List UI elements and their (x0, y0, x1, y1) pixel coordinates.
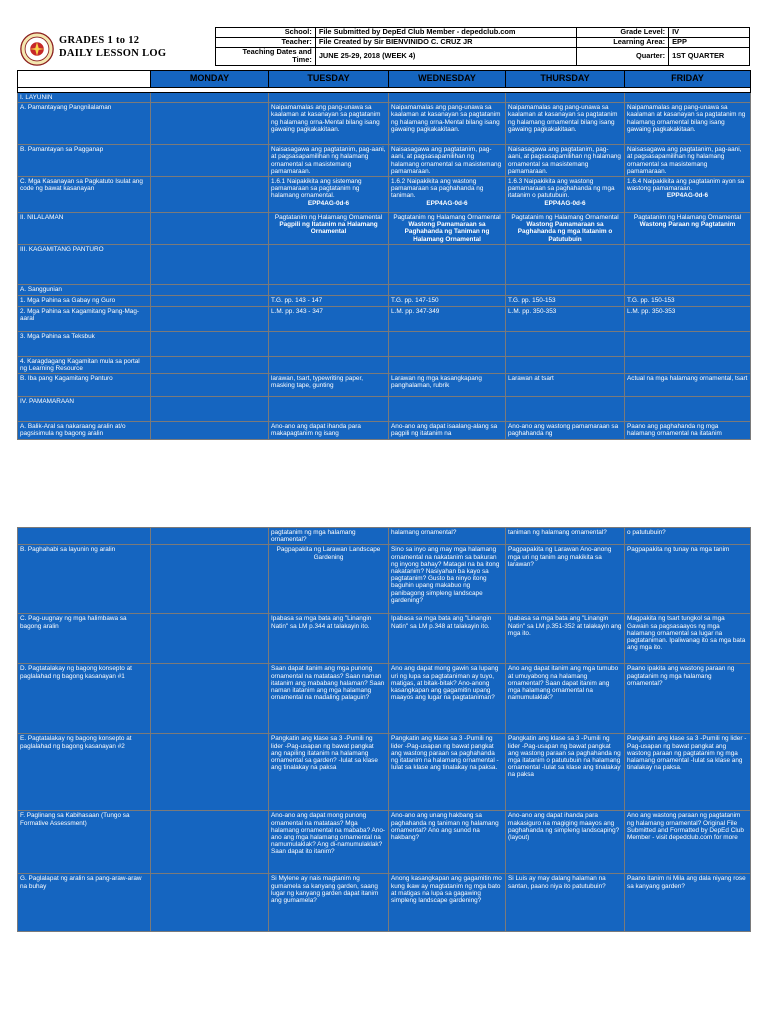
row-label: I. LAYUNIN (18, 93, 151, 103)
content-subtitle: Wastong Paraan ng Pagtatanim (639, 221, 736, 229)
lesson-cell: Pagpapakita ng Larawan Ano-anong mga uri ng tanim ang makikita sa larawan? (506, 545, 625, 614)
lesson-cell (389, 93, 506, 103)
table-row (18, 356, 751, 373)
lesson-cell (151, 145, 269, 177)
lesson-cell (625, 331, 751, 356)
lesson-cell: Ano-ano ang dapat isaalang-alang sa pagpili ng itatanim na (389, 422, 506, 439)
lesson-cell (151, 244, 269, 284)
lesson-cell (151, 874, 269, 932)
lesson-cell: Paano ang paghahanda ng mga halamang ornamental na itatanim (625, 422, 751, 439)
row-label: D. Pagtatalakay ng bagong konsepto at paglalahad ng bagong kasanayan #1 (18, 664, 151, 734)
competency-code: EPP4AG-0d-6 (666, 192, 709, 200)
lesson-cell (506, 356, 625, 373)
day-header-thursday: THURSDAY (506, 71, 625, 88)
lesson-cell (389, 331, 506, 356)
lesson-cell (506, 397, 625, 422)
lesson-cell: Ipabasa sa mga bata ang "Linangin Natin" sa LM p.351-352 at talakayin ang mga ito. (506, 614, 625, 664)
deped-seal-icon (20, 32, 54, 66)
lesson-cell: Pagpapakita ng Larawan Landscape Gardening (269, 545, 389, 614)
lesson-cell: Ano ang wastong paraan ng pagtatanim ng halamang ornamental? Original File Submitted and Formatted by DepEd Club Member - visit depedclub.com for more (625, 811, 751, 874)
lesson-cell (151, 422, 269, 439)
lesson-cell: Pangkatin ang klase sa 3 -Pumili ng lider -Pag-usapan ng bawat pangkat ang wastong paraan sa paghahanda ng mga itatanim o patutubuin na halamang ornamental -Iulat sa klase ang tinalakay na paksa (506, 734, 625, 811)
lesson-cell (506, 93, 625, 103)
content-title: Pagtatanim ng Halamang Ornamental (274, 214, 383, 222)
table-row (18, 374, 751, 397)
lesson-cell (151, 664, 269, 734)
lesson-cell: Larawan at tsart (506, 374, 625, 397)
lesson-rows-page-1 (18, 93, 751, 440)
content-subtitle: Pagpili ng Itatanim na Halamang Ornamental (279, 221, 378, 236)
row-label: II. NILALAMAN (18, 213, 151, 245)
row-label: B. Iba pang Kagamitang Panturo (18, 374, 151, 397)
lesson-cell (389, 244, 506, 284)
content-subtitle: Wastong Pamamaraan sa Paghahanda ng mga Itatanim o Patutubuin (517, 221, 613, 243)
lesson-cell: Sino sa inyo ang may mga halamang ornamental na nakatanim sa bakuran ng inyong bahay? Matagal na ba itong nakatanim? Nasiyahan ba kayo sa pagtatanim? Gusto ba ninyo itong baguhin upang makabuo ng panibagong simpleng landscape gardening? (389, 545, 506, 614)
lesson-cell (506, 244, 625, 284)
lesson-cell (151, 284, 269, 295)
lesson-cell: Pagpapakita ng tunay na mga tanim (625, 545, 751, 614)
lesson-cell: Ano ang dapat itanim ang mga tumubo at umuyabong na halamang ornamental? Saan dapat itanim ang mga halamang ornamental na namumulaklak? (506, 664, 625, 734)
lesson-table-page-2 (17, 527, 751, 932)
lesson-cell (151, 734, 269, 811)
lesson-cell: Paano ipakita ang wastong paraan ng pagtatanim ng mga halamang ornamental? (625, 664, 751, 734)
lesson-cell: Magpakita ng tsart tungkol sa mga Gawain sa pagsasaayos ng mga halamang ornamental sa lugar na pagtataniman. Ipaliwanag ito sa mga bata ang mga ito. (625, 614, 751, 664)
table-row (18, 284, 751, 295)
grade-level-label: Grade Level: (577, 28, 669, 38)
competency-text: 1.6.2 Naipakikita ang wastong pamamaraan sa paghahanda ng taniman. (391, 178, 484, 200)
table-row (18, 244, 751, 284)
content-title: Pagtatanim ng Halamang Ornamental (511, 214, 619, 222)
competency-code: EPP4AG-0d-6 (426, 199, 468, 207)
title-line-1: GRADES 1 to 12 (59, 35, 140, 46)
lesson-cell: L.M. pp. 350-353 (506, 306, 625, 331)
lesson-cell: o patutubuin? (625, 528, 751, 545)
lesson-cell: Ipabasa sa mga bata ang "Linangin Natin" sa LM p.348 at talakayin ito. (389, 614, 506, 664)
lesson-cell: halamang ornamental? (389, 528, 506, 545)
lesson-cell (625, 356, 751, 373)
lesson-cell: Actual na mga halamang ornamental, tsart (625, 374, 751, 397)
lesson-cell (269, 93, 389, 103)
table-row (18, 295, 751, 306)
lesson-cell (151, 93, 269, 103)
lesson-cell: Naisasagawa ang pagtatanim, pag-aani, at pagsasapamilihan ng halamang ornamental sa masistemang pamamaraan. (506, 145, 625, 177)
lesson-cell (625, 284, 751, 295)
header-info-table (215, 27, 750, 66)
table-row (18, 177, 751, 213)
teaching-dates-label-line-2: Time: (292, 55, 312, 65)
lesson-cell (151, 397, 269, 422)
row-label: B. Pamantayan sa Pagganap (18, 145, 151, 177)
lesson-cell (506, 331, 625, 356)
lesson-cell: T.G. pp. 143 - 147 (269, 295, 389, 306)
row-label: B. Paghahabi sa layunin ng aralin (18, 545, 151, 614)
lesson-cell (625, 213, 751, 245)
lesson-cell: Naipamamalas ang pang-unawa sa kaalaman at kasanayan sa pagtatanim ng halamang orna-Mental bilang isang gawaing pagkakakitaan. (389, 103, 506, 145)
table-row (18, 103, 751, 145)
row-label: 3. Mga Pahina sa Teksbuk (18, 331, 151, 356)
teaching-dates-label-line-1: Teaching Dates and (242, 46, 312, 56)
lesson-cell: T.G. pp. 150-153 (625, 295, 751, 306)
day-header-row (18, 71, 751, 88)
row-label: C. Pag-uugnay ng mga halimbawa sa bagong aralin (18, 614, 151, 664)
lesson-cell (506, 284, 625, 295)
row-label: III. KAGAMITANG PANTURO (18, 244, 151, 284)
lesson-cell (151, 177, 269, 213)
lesson-cell (269, 356, 389, 373)
day-header-monday: MONDAY (151, 71, 269, 88)
quarter-value: 1ST QUARTER (669, 47, 750, 65)
lesson-cell: L.M. pp. 347-349 (389, 306, 506, 331)
lesson-cell: Paano itanim ni Mila ang dala niyang rose sa kanyang garden? (625, 874, 751, 932)
school-label: School: (216, 28, 316, 38)
table-row (18, 213, 751, 245)
lesson-cell (389, 284, 506, 295)
lesson-log-page-2 (17, 527, 750, 932)
lesson-cell (151, 331, 269, 356)
table-row (18, 664, 751, 734)
lesson-cell (506, 213, 625, 245)
lesson-cell (389, 356, 506, 373)
lesson-cell (269, 284, 389, 295)
row-label: IV. PAMAMARAAN (18, 397, 151, 422)
lesson-cell (151, 528, 269, 545)
content-title: Pagtatanim ng Halamang Ornamental (393, 214, 501, 222)
day-header-wednesday: WEDNESDAY (389, 71, 506, 88)
content-subtitle: Wastong Pamamaraan sa Paghahanda ng Taniman ng Halamang Ornamental (404, 221, 490, 243)
lesson-cell: Ano-ano ang wastong pamamaraan sa paghahanda ng (506, 422, 625, 439)
lesson-cell (151, 811, 269, 874)
lesson-rows-page-2 (18, 528, 751, 932)
day-header-friday: FRIDAY (625, 71, 751, 88)
row-label: A. Pamantayang Pangnilalaman (18, 103, 151, 145)
lesson-cell: larawan, tsart, typewriting paper, masking tape, gunting (269, 374, 389, 397)
lesson-cell: T.G. pp. 150-153 (506, 295, 625, 306)
row-label: 4. Karagdagang Kagamitan mula sa portal ng Learning Resource (18, 356, 151, 373)
competency-text: 1.6.1 Naipakikita ang sistemang pamamaraan sa pagtatanim ng halamang ornamental. (271, 178, 362, 200)
lesson-cell: Ano-ano ang unang hakbang sa paghahanda ng taniman ng halamang ornamental? Ano ang sunod na hakbang? (389, 811, 506, 874)
lesson-cell: Pangkatin ang klase sa 3 -Pumili ng lider -Pag-usapan ng bawat pangkat ang wastong paraan ng pagtatanim ng mga halamang ornamental -Iulat sa klase ang tinalakay na paksa. (625, 734, 751, 811)
content-title: Pagtatanim ng Halamang Ornamental (633, 214, 742, 222)
lesson-cell: Larawan ng mga kasangkapang panghalaman, rubrik (389, 374, 506, 397)
row-label: F. Paglinang sa Kabihasaan (Tungo sa Formative Assessment) (18, 811, 151, 874)
lesson-cell: T.G. pp. 147-150 (389, 295, 506, 306)
title-line-2: DAILY LESSON LOG (59, 48, 167, 59)
document-header (17, 27, 750, 70)
lesson-cell (151, 614, 269, 664)
day-header-blank (18, 71, 151, 88)
table-row (18, 734, 751, 811)
lesson-cell: Saan dapat itanim ang mga punong ornamental na matataas? Saan naman itatanim ang mababang halaman? Saan naman itatanim ang mga halamang ornamental na madaling palaguin? (269, 664, 389, 734)
lesson-cell: Pangkatin ang klase sa 3 -Pumili ng lider -Pag-usapan ng bawat pangkat ang wastong paraan sa paghahanda ng itatanim na halamang ornamental -Iulat sa klase ang tinalakay na paksa. (389, 734, 506, 811)
teacher-label: Teacher: (216, 37, 316, 47)
lesson-cell: L.M. pp. 343 - 347 (269, 306, 389, 331)
table-row (18, 306, 751, 331)
lesson-table-page-1 (17, 70, 751, 440)
lesson-cell: Pangkatin ang klase sa 3 -Pumili ng lider -Pag-usapan ng bawat pangkat ang napiling itatanim na halamang ornamental sa garden? -Iulat sa klase ang tinalakay na paksa (269, 734, 389, 811)
table-row (18, 93, 751, 103)
lesson-cell: Naipamamalas ang pang-unawa sa kaalaman at kasanayan sa pagtatanim ng halamang ornamental bilang isang gawaing pagkakakitaan. (625, 103, 751, 145)
row-label: A. Balik-Aral sa nakaraang aralin at/o pagsisimula ng bagong aralin (18, 422, 151, 439)
row-label: C. Mga Kasanayan sa Pagkatuto Isulat ang code ng bawat kasanayan (18, 177, 151, 213)
lesson-cell (625, 244, 751, 284)
row-label (18, 528, 151, 545)
competency-text: 1.6.3 Naipakikita ang wastong pamamaraan sa paghahanda ng mga itatanim o patutubuin. (508, 178, 615, 200)
teaching-dates-value: JUNE 25-29, 2018 (WEEK 4) (315, 47, 577, 65)
lesson-cell: Ano-ano ang dapat ihanda para makasiguro na magiging maayos ang paghahanda ng simpleng landscaping? (layout) (506, 811, 625, 874)
learning-area-label: Learning Area: (577, 37, 669, 47)
table-row (18, 397, 751, 422)
table-row (18, 811, 751, 874)
lesson-cell (151, 545, 269, 614)
lesson-log-page-1 (17, 27, 750, 440)
lesson-cell: L.M. pp. 350-353 (625, 306, 751, 331)
table-row (18, 614, 751, 664)
lesson-cell: Naisasagawa ang pagtatanim, pag-aani, at pagsasapamilihan ng halamang ornamental sa masistemang pamamaraan. (389, 145, 506, 177)
row-label: A. Sanggunian (18, 284, 151, 295)
lesson-cell: Naisasagawa ang pagtatanim, pag-aani, at pagsasapamilihan ng halamang ornamental sa masistemang pamamaraan. (269, 145, 389, 177)
lesson-cell: Si Luis ay may dalang halaman na santan, paano niya ito patutubuin? (506, 874, 625, 932)
lesson-cell (269, 213, 389, 245)
table-row (18, 422, 751, 439)
teacher-value: File Created by Sir BIENVINIDO C. CRUZ JR (315, 37, 577, 47)
lesson-cell (151, 306, 269, 331)
table-row (18, 145, 751, 177)
lesson-cell (151, 356, 269, 373)
lesson-cell (269, 177, 389, 213)
lesson-cell (269, 397, 389, 422)
lesson-cell (151, 295, 269, 306)
lesson-cell: Naisasagawa ang pagtatanim, pag-aani, at pagsasapamilihan ng halamang ornamental sa masistemang pamamaraan. (625, 145, 751, 177)
grade-level-value: IV (669, 28, 750, 38)
lesson-cell: Si Mylene ay nais magtanim ng gumamela sa kanyang garden, saang lugar ng kanyang garden dapat itanim ang gumamela? (269, 874, 389, 932)
lesson-cell (151, 213, 269, 245)
lesson-cell (151, 103, 269, 145)
competency-code: EPP4AG-0d-6 (544, 199, 586, 207)
lesson-cell (506, 177, 625, 213)
school-value: File Submitted by DepEd Club Member - depedclub.com (315, 28, 577, 38)
row-label: 2. Mga Pahina sa Kagamitang Pang-Mag-aaral (18, 306, 151, 331)
lesson-cell (389, 177, 506, 213)
row-label: 1. Mga Pahina sa Gabay ng Guro (18, 295, 151, 306)
day-header-tuesday: TUESDAY (269, 71, 389, 88)
lesson-cell: Ano ang dapat mong gawin sa lupang uri ng lupa sa pagtataniman ay tuyo, matigas, at bitak-bitak? Ano-anong kasangkapan ang gagamitin upang maayos ang lugar na pagtataniman? (389, 664, 506, 734)
table-row (18, 331, 751, 356)
lesson-cell: Naipamamalas ang pang-unawa sa kaalaman at kasanayan sa pagtatanim ng halamang orna-Mental bilang isang gawaing pagkakakitaan. (269, 103, 389, 145)
lesson-cell: Ano-ano ang dapat ihanda para makapagtanim ng isang (269, 422, 389, 439)
document-title (59, 34, 166, 60)
lesson-cell: Anong kasangkapan ang gagamitin mo kung ikaw ay magtatanim ng mga bato at matigas na lupa sa gagawing simpleng landscape gardening? (389, 874, 506, 932)
lesson-cell: Naipamamalas ang pang-unawa sa kaalaman at kasanayan sa pagtatanim ng halamang ornamental bilang isang gawaing pagkakakitaan. (506, 103, 625, 145)
lesson-cell: pagtatanim ng mga halamang ornamental? (269, 528, 389, 545)
lesson-cell: Ipabasa sa mga bata ang "Linangin Natin" sa LM p.344 at talakayin ito. (269, 614, 389, 664)
competency-text: 1.6.4 Naipakikita ang pagtatanim ayon sa wastong pamamaraan. (627, 178, 745, 193)
teaching-dates-label (216, 47, 316, 65)
table-row (18, 545, 751, 614)
row-label: E. Pagtatalakay ng bagong konsepto at paglalahad ng bagong kasanayan #2 (18, 734, 151, 811)
learning-area-value: EPP (669, 37, 750, 47)
competency-code: EPP4AG-0d-6 (307, 199, 350, 207)
lesson-cell (625, 93, 751, 103)
lesson-cell (151, 374, 269, 397)
lesson-cell: taniman ng halamang ornamental? (506, 528, 625, 545)
lesson-cell (269, 331, 389, 356)
lesson-cell: Ano-ano ang dapat mong punong ornamental na matataas? Mga halamang ornamental na mababa? Ano-ano ang mga halamang ornamental na namumulaklak? Ang di-namumulaklak? Saan dapat ito itanim? (269, 811, 389, 874)
table-row (18, 874, 751, 932)
lesson-cell (389, 397, 506, 422)
lesson-cell (389, 213, 506, 245)
quarter-label: Quarter: (577, 47, 669, 65)
table-row (18, 528, 751, 545)
lesson-cell (269, 244, 389, 284)
lesson-cell (625, 397, 751, 422)
lesson-cell (625, 177, 751, 213)
row-label: G. Paglalapat ng aralin sa pang-araw-araw na buhay (18, 874, 151, 932)
